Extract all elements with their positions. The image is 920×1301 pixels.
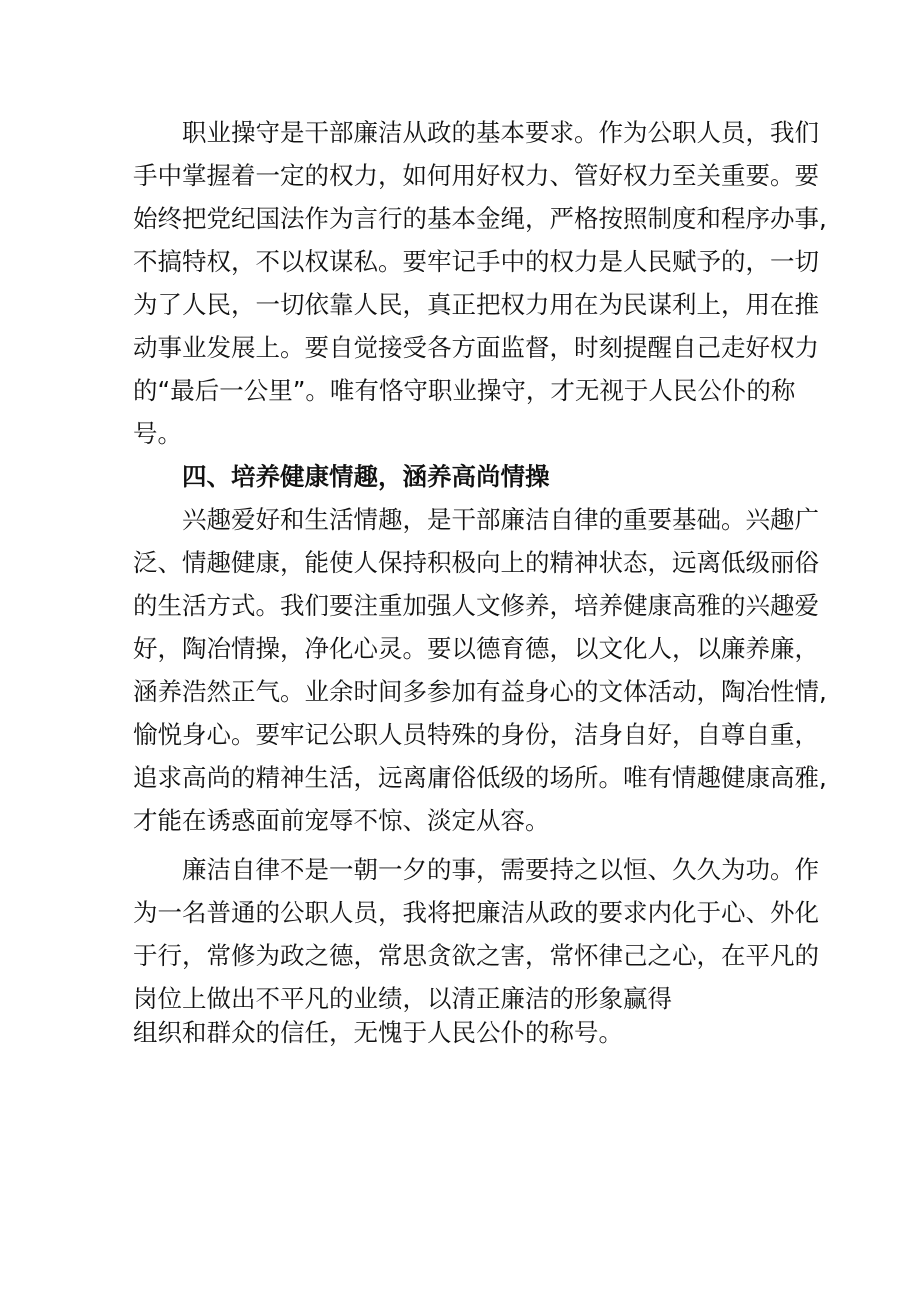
paragraph-1-line-8: 号。 bbox=[133, 419, 182, 448]
paragraph-2-line-7: 追求高尚的精神生活，远离庸俗低级的场所。唯有情趣健康高雅, bbox=[133, 763, 827, 792]
paragraph-2-line-4: 好，陶冶情操，净化心灵。要以德育德，以文化人，以廉养廉， bbox=[133, 634, 819, 663]
paragraph-1-line-7: 的“最后一公里”。唯有恪守职业操守，才无视于人民公仆的称 bbox=[133, 376, 796, 405]
paragraph-1-line-1: 职业操守是干部廉洁从政的基本要求。作为公职人员，我们 bbox=[182, 118, 819, 147]
paragraph-3-line-5: 组织和群众的信任，无愧于人民公仆的称号。 bbox=[133, 1018, 623, 1047]
paragraph-1-line-5: 为了人民，一切依靠人民，真正把权力用在为民谋利上，用在推 bbox=[133, 290, 819, 319]
paragraph-2-line-1: 兴趣爱好和生活情趣，是干部廉洁自律的重要基础。兴趣广 bbox=[182, 505, 819, 534]
paragraph-3-line-2: 为一名普通的公职人员，我将把廉洁从政的要求内化于心、外化 bbox=[133, 898, 819, 927]
paragraph-1-line-6: 动事业发展上。要自觉接受各方面监督，时刻提醒自己走好权力 bbox=[133, 333, 819, 362]
paragraph-1-line-4: 不搞特权，不以权谋私。要牢记手中的权力是人民赋予的，一切 bbox=[133, 247, 819, 276]
paragraph-1-line-3: 始终把党纪国法作为言行的基本金绳，严格按照制度和程序办事, bbox=[133, 204, 827, 233]
paragraph-3-line-1: 廉洁自律不是一朝一夕的事，需要持之以恒、久久为功。作 bbox=[182, 855, 819, 884]
section-heading: 四、培养健康情趣，涵养高尚情操 bbox=[182, 462, 550, 491]
paragraph-3-line-3: 于行，常修为政之德，常思贪欲之害，常怀律己之心，在平凡的 bbox=[133, 941, 819, 970]
paragraph-1-line-2: 手中掌握着一定的权力，如何用好权力、管好权力至关重要。要 bbox=[133, 161, 819, 190]
paragraph-2-line-6: 愉悦身心。要牢记公职人员特殊的身份，洁身自好，自尊自重， bbox=[133, 720, 819, 749]
paragraph-2-line-8: 才能在诱惑面前宠辱不惊、淡定从容。 bbox=[133, 806, 550, 835]
paragraph-2-line-2: 泛、情趣健康，能使人保持积极向上的精神状态，远离低级丽俗 bbox=[133, 548, 819, 577]
paragraph-3-line-4: 岗位上做出不平凡的业绩，以清正廉洁的形象赢得 bbox=[133, 984, 672, 1013]
paragraph-2-line-5: 涵养浩然正气。业余时间多参加有益身心的文体活动，陶冶性情, bbox=[133, 677, 827, 706]
paragraph-2-line-3: 的生活方式。我们要注重加强人文修养，培养健康高雅的兴趣爱 bbox=[133, 591, 819, 620]
